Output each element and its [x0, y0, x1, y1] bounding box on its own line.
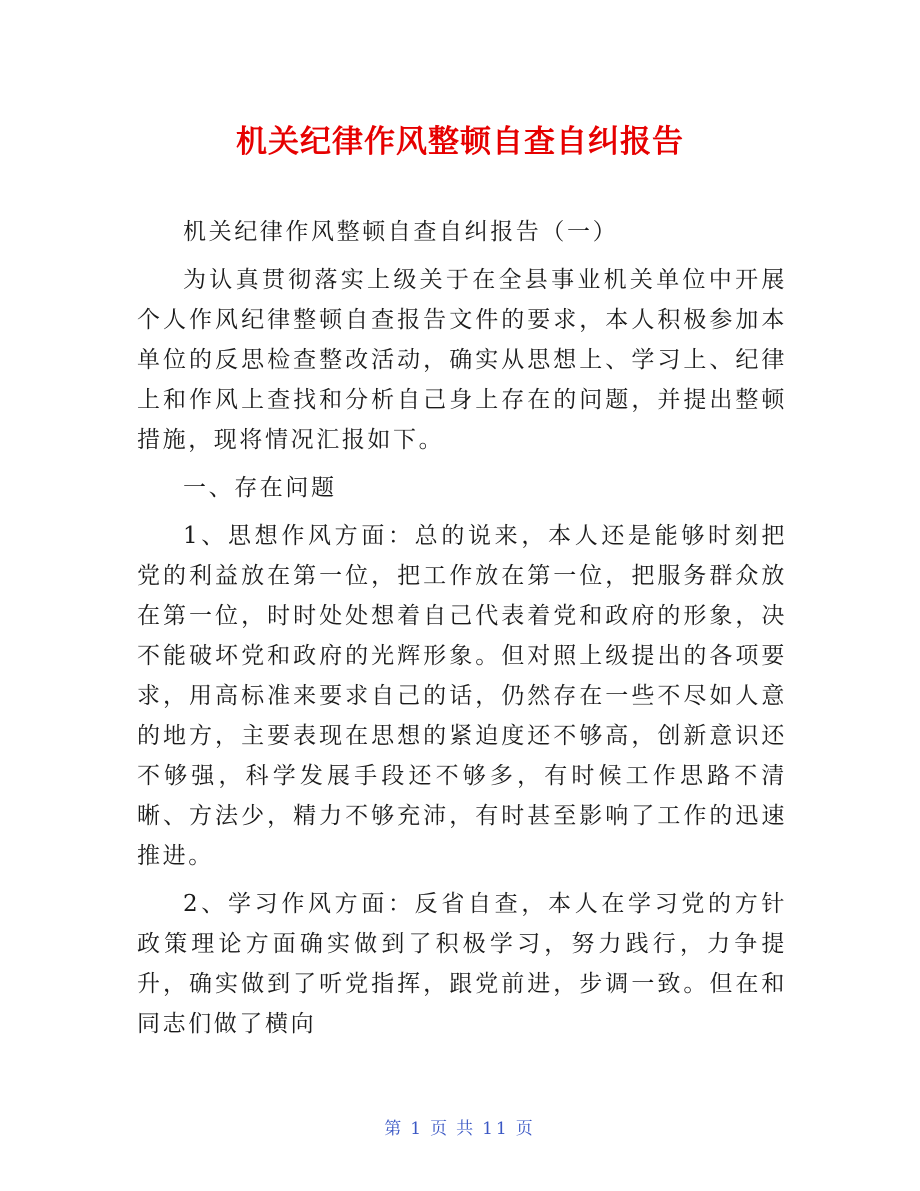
intro-paragraph: 为认真贯彻落实上级关于在全县事业机关单位中开展个人作风纪律整顿自查报告文件的要求，本人积极参加本单位的反思检查整改活动，确实从思想上、学习上、纪律上和作风上查找和分析自己身上存在的问题，并提出整顿措施，现将情况汇报如下。 — [137, 267, 787, 453]
footer-suffix: 页 — [515, 1119, 536, 1139]
subtitle-paragraph: 机关纪律作风整顿自查自纠报告（一） — [183, 219, 619, 245]
footer-page-word: 页 — [430, 1119, 451, 1139]
footer-prefix: 第 — [384, 1119, 405, 1139]
thought-style-paragraph: 1、思想作风方面：总的说来，本人还是能够时刻把党的利益放在第一位，把工作放在第一位，把服务群众放在第一位，时时处处想着自己代表着党和政府的形象，决不能破坏党和政府的光辉形象。但对照上级提出的各项要求，用高标准来要求自己的话，仍然存在一些不尽如人意的地方，主要表现在思想的紧迫度还不够高，创新意识还不够强，科学发展手段还不够多，有时候工作思路不清晰、方法少，精力不够充沛，有时甚至影响了工作的迅速推进。 — [137, 523, 787, 869]
document-body — [137, 212, 787, 1052]
footer-current-page: 1 — [410, 1119, 425, 1139]
page-footer — [0, 1114, 920, 1139]
footer-total-pages: 11 — [482, 1119, 510, 1139]
study-style-paragraph: 2、学习作风方面：反省自查，本人在学习党的方针政策理论方面确实做到了积极学习，努力践行，力争提升，确实做到了听党指挥，跟党前进，步调一致。但在和同志们做了横向 — [137, 891, 787, 1037]
section-heading: 一、存在问题 — [183, 475, 337, 501]
footer-total-prefix: 共 — [456, 1119, 477, 1139]
document-title: 机关纪律作风整顿自查自纠报告 — [236, 124, 684, 160]
